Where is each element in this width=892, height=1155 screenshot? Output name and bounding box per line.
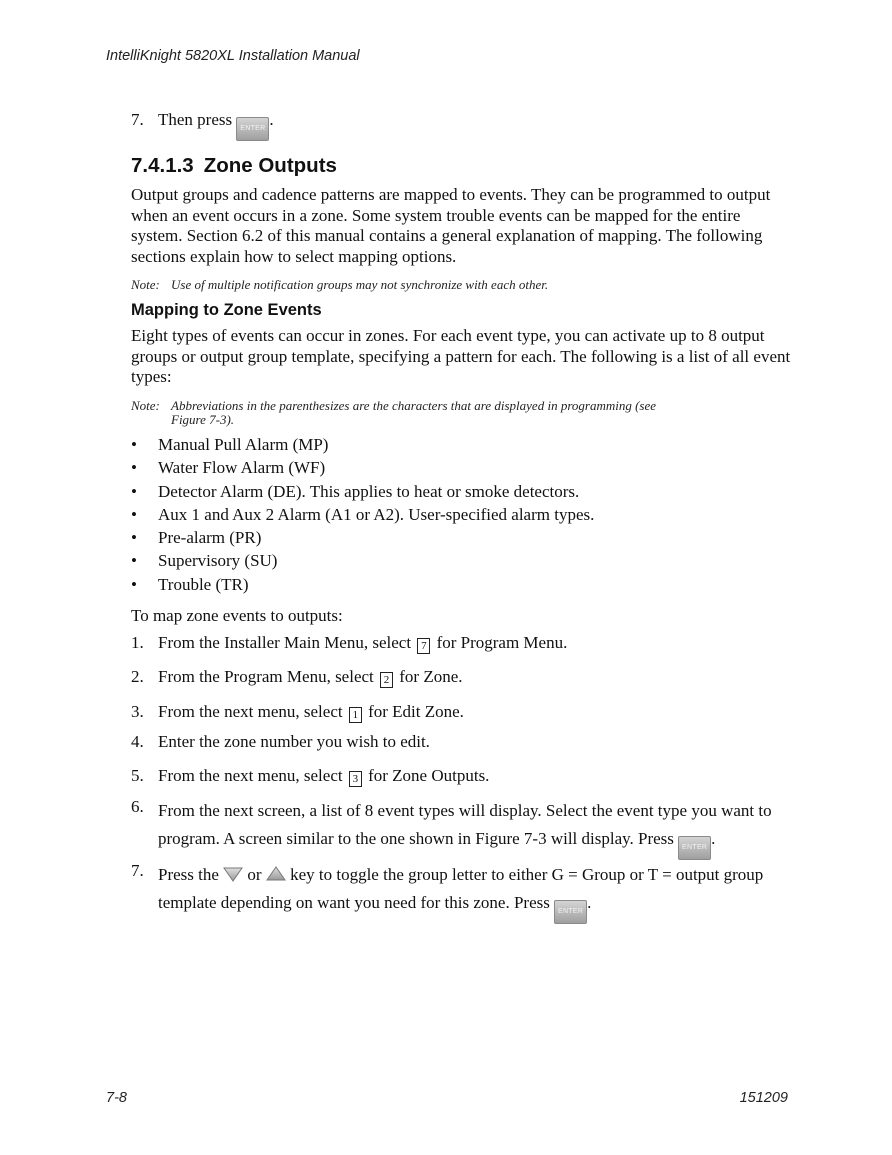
- step-4: Enter the zone number you wish to edit.: [158, 732, 430, 751]
- step-number: 6.: [131, 797, 144, 816]
- note-label: Note:: [131, 277, 160, 292]
- list-item-text: Pre-alarm (PR): [158, 528, 262, 548]
- step-text: From the next menu, select: [158, 766, 343, 785]
- subsection-heading: Mapping to Zone Events: [131, 301, 322, 319]
- step-text: From the next menu, select: [158, 702, 343, 721]
- list-item-text: Manual Pull Alarm (MP): [158, 435, 329, 454]
- subsection-intro: Eight types of events can occur in zones. For each event type, you can activate up to 8 output groups or output group template, specifying a pattern for each. The following is a list of all event types:: [131, 326, 791, 386]
- step-text: program. A screen similar to the one shown in Figure 7-3 will display. Press: [158, 829, 674, 848]
- up-arrow-key-icon: [266, 866, 286, 882]
- note-abbreviations: [131, 399, 656, 427]
- event-type-list: [131, 433, 811, 596]
- top-step-text: [158, 110, 786, 141]
- step-text: or: [247, 865, 262, 884]
- list-item-text: Trouble (TR): [158, 574, 249, 594]
- step-number: 4.: [131, 732, 144, 751]
- step-3: [158, 702, 786, 723]
- list-item-text: Aux 1 and Aux 2 Alarm (A1 or A2). User-specified alarm types.: [158, 504, 595, 524]
- step-text-end: for Edit Zone.: [368, 702, 464, 721]
- enter-key-icon: ENTER: [678, 836, 711, 860]
- note-label: Note:: [131, 398, 160, 413]
- step-6: [158, 797, 786, 860]
- list-item-text: Detector Alarm (DE). This applies to heat or smoke detectors.: [158, 481, 580, 501]
- note-text-cont: Figure 7-3).: [171, 412, 235, 427]
- step-text-end: .: [711, 829, 716, 848]
- step-1: [158, 633, 786, 654]
- page-number: 7-8: [106, 1090, 127, 1106]
- step-5: [158, 766, 786, 787]
- keypad-key-2: 2: [380, 672, 393, 688]
- list-item: • Water Flow Alarm (WF): [131, 458, 326, 478]
- step-text-end: for Zone Outputs.: [368, 766, 490, 785]
- list-item-text: Supervisory (SU): [158, 551, 278, 571]
- list-item: • Detector Alarm (DE). This applies to heat or smoke detectors.: [131, 481, 580, 501]
- step-text-end: for Program Menu.: [436, 633, 568, 652]
- step-text-end: for Zone.: [399, 667, 463, 686]
- list-item: • Supervisory (SU): [131, 551, 278, 571]
- step-2: [158, 667, 786, 688]
- note-text: Abbreviations in the parenthesizes are the characters that are displayed in programming (see: [171, 398, 657, 413]
- step-text: From the next screen, a list of 8 event types will display. Select the event type you want to: [158, 801, 772, 820]
- section-intro: Output groups and cadence patterns are mapped to events. They can be programmed to output when an event occurs in a zone. Some system trouble events can be mapped for the entire system. Section 6.2 of this manual contains a general explanation of mapping. The following sections explain how to select mapping options.: [131, 185, 771, 266]
- note-text: Use of multiple notification groups may not synchronize with each other.: [171, 277, 549, 292]
- procedure-lead: To map zone events to outputs:: [131, 606, 343, 625]
- list-item-text: Water Flow Alarm (WF): [158, 458, 326, 478]
- step-text-end: .: [269, 110, 274, 129]
- step-text: template depending on want you need for this zone. Press: [158, 893, 550, 912]
- list-item: • Aux 1 and Aux 2 Alarm (A1 or A2). User-specified alarm types.: [131, 504, 595, 524]
- note-sync: [131, 278, 548, 292]
- keypad-key-7: 7: [417, 638, 430, 654]
- step-text: Press the: [158, 865, 219, 884]
- step-number: 5.: [131, 766, 144, 785]
- keypad-key-3: 3: [349, 771, 362, 787]
- step-7: [158, 861, 786, 924]
- step-text: From the Program Menu, select: [158, 667, 374, 686]
- step-number: 3.: [131, 702, 144, 721]
- document-number: 151209: [739, 1090, 788, 1106]
- list-item: • Manual Pull Alarm (MP): [131, 435, 329, 454]
- step-number: 7.: [131, 861, 144, 880]
- list-item: • Trouble (TR): [131, 574, 249, 594]
- section-heading: [131, 154, 337, 178]
- enter-key-icon: ENTER: [554, 900, 587, 924]
- step-text: key to toggle the group letter to either G = Group or T = output group: [290, 865, 764, 884]
- step-text: Then press: [158, 110, 233, 129]
- list-item: • Pre-alarm (PR): [131, 528, 262, 548]
- section-title: Zone Outputs: [203, 154, 337, 177]
- keypad-key-1: 1: [349, 707, 362, 723]
- step-number: 1.: [131, 633, 144, 652]
- step-number: 7.: [131, 110, 144, 129]
- down-arrow-key-icon: [223, 866, 243, 882]
- section-number: 7.4.1.3: [131, 154, 194, 177]
- enter-key-icon: ENTER: [236, 117, 269, 141]
- step-number: 2.: [131, 667, 144, 686]
- step-text: From the Installer Main Menu, select: [158, 633, 412, 652]
- running-header: IntelliKnight 5820XL Installation Manual: [106, 48, 360, 64]
- step-text-end: .: [587, 893, 592, 912]
